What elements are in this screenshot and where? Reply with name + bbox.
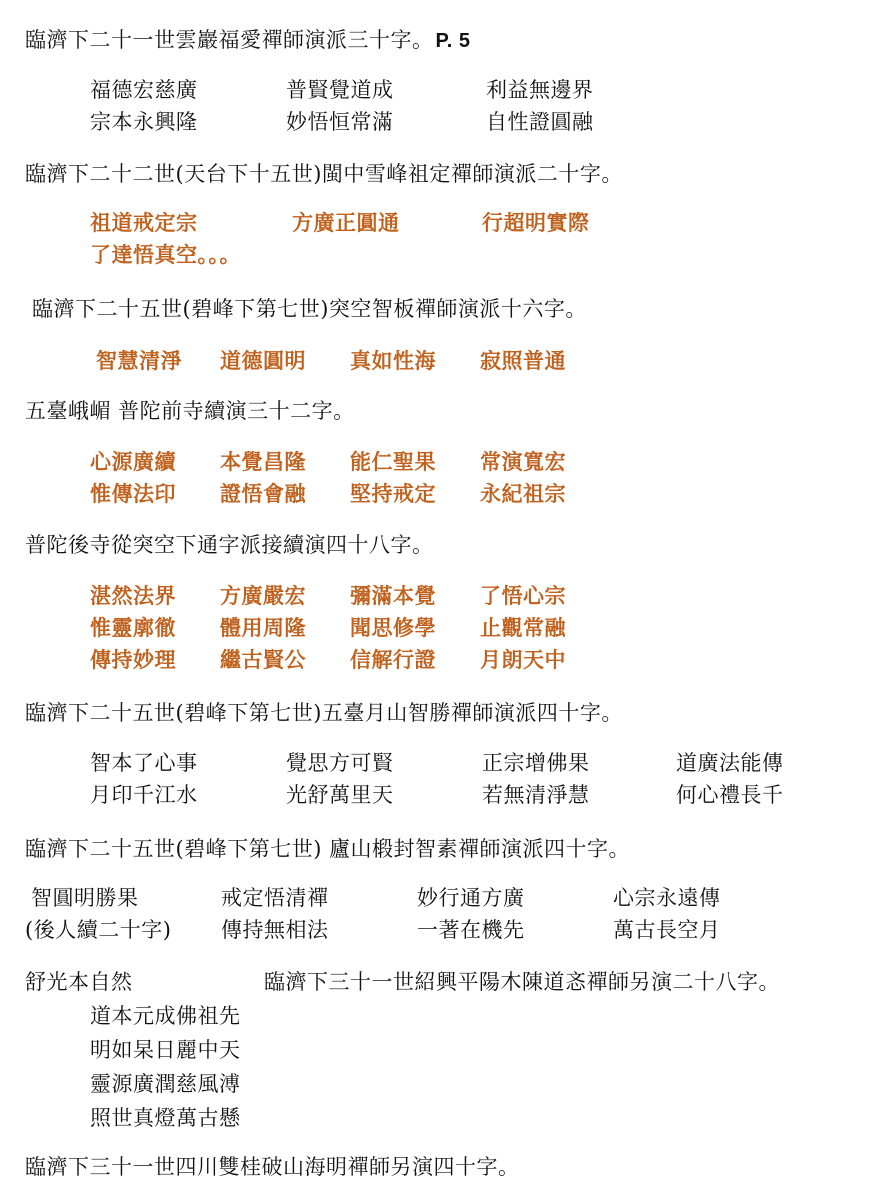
verse-phrase: 宗本永興隆 <box>90 110 198 134</box>
verse-phrase: 祖道戒定宗 <box>90 210 198 235</box>
verse-phrase: 正宗增佛果 <box>482 751 590 775</box>
verse-phrase: 戒定悟清禪 <box>221 886 329 910</box>
verse-phrase: 證悟會融 <box>220 481 306 506</box>
section-heading: 臨濟下三十一世四川雙桂破山海明禪師另演四十字。 <box>25 1155 520 1179</box>
verse-phrase: 惟傳法印 <box>90 481 176 506</box>
verse-line: 靈源廣潤慈風溥 <box>90 1072 241 1096</box>
verse-phrase: 體用周隆 <box>220 615 306 640</box>
verse-phrase: 常演寬宏 <box>480 449 566 474</box>
verse-phrase: 心宗永遠傳 <box>613 886 721 910</box>
section-heading: 臨濟下三十一世紹興平陽木陳道忞禪師另演二十八字。 <box>264 970 780 994</box>
section-heading: 普陀後寺從突空下通字派接續演四十八字。 <box>25 533 434 557</box>
section-heading: 臨濟下二十五世(碧峰下第七世)突空智板禪師演派十六字。 <box>32 297 587 321</box>
verse-phrase: 妙悟恒常滿 <box>286 110 394 134</box>
verse-phrase: 若無清淨慧 <box>482 783 590 807</box>
verse-line: 道本元成佛祖先 <box>90 1004 241 1028</box>
verse-phrase: 妙行通方廣 <box>417 886 525 910</box>
page-reference: P. 5 <box>435 30 471 52</box>
verse-phrase: 本覺昌隆 <box>220 449 306 474</box>
section-heading: 臨濟下二十五世(碧峰下第七世) 廬山椴封智素禪師演派四十字。 <box>25 837 631 861</box>
verse-phrase: 月印千江水 <box>90 783 198 807</box>
verse-lines <box>90 999 241 1135</box>
section-heading: 臨濟下二十五世(碧峰下第七世)五臺月山智勝禪師演派四十字。 <box>25 701 623 725</box>
section-heading <box>25 27 471 54</box>
verse-phrase: 智圓明勝果 <box>31 886 139 910</box>
section-heading: 五臺峨嵋 普陀前寺續演三十二字。 <box>25 399 355 423</box>
verse-phrase: 道德圓明 <box>220 348 306 373</box>
verse-phrase: 惟靈廓徹 <box>90 615 176 640</box>
verse-phrase: 利益無邊界 <box>486 78 594 102</box>
verse-phrase: 真如性海 <box>350 348 436 373</box>
verse-phrase: 行超明實際 <box>482 210 590 235</box>
verse-phrase: 湛然法界 <box>90 583 176 608</box>
verse-phrase: 智本了心事 <box>90 751 198 775</box>
verse-phrase: 傳持妙理 <box>90 647 176 672</box>
verse-phrase: 了達悟真空。。。 <box>90 242 241 267</box>
verse-note: (後人續二十字) <box>25 918 172 942</box>
verse-phrase: 自性證圓融 <box>486 110 594 134</box>
verse-phrase: 彌滿本覺 <box>350 583 436 608</box>
verse-phrase: 堅持戒定 <box>350 481 436 506</box>
continuation-phrase: 舒光本自然 <box>25 970 133 994</box>
verse-phrase: 智慧清淨 <box>96 348 182 373</box>
section-heading-row <box>25 969 133 995</box>
verse-phrase: 寂照普通 <box>480 348 566 373</box>
verse-phrase: 聞思修學 <box>350 615 436 640</box>
verse-phrase: 了悟心宗 <box>480 583 566 608</box>
verse-phrase: 方廣嚴宏 <box>220 583 306 608</box>
verse-phrase: 月朗天中 <box>480 647 566 672</box>
verse-phrase: 繼古賢公 <box>220 647 306 672</box>
verse-phrase: 光舒萬里天 <box>286 783 394 807</box>
verse-phrase: 心源廣續 <box>90 449 176 474</box>
section-heading: 臨濟下二十二世(天台下十五世)閩中雪峰祖定禪師演派二十字。 <box>25 162 623 186</box>
verse-phrase: 道廣法能傳 <box>676 751 784 775</box>
verse-phrase: 能仁聖果 <box>350 449 436 474</box>
verse-phrase: 福德宏慈廣 <box>90 78 198 102</box>
verse-phrase: 一著在機先 <box>417 918 525 942</box>
verse-phrase: 覺思方可賢 <box>286 751 394 775</box>
verse-phrase: 萬古長空月 <box>613 918 721 942</box>
heading-text: 臨濟下二十一世雲巖福愛禪師演派三十字。 <box>25 28 434 52</box>
verse-phrase: 何心禮長千 <box>676 783 784 807</box>
verse-line: 照世真燈萬古懸 <box>90 1106 241 1130</box>
verse-line: 明如杲日麗中天 <box>90 1038 241 1062</box>
verse-phrase: 信解行證 <box>350 647 436 672</box>
verse-phrase: 止觀常融 <box>480 615 566 640</box>
verse-phrase: 永紀祖宗 <box>480 481 566 506</box>
verse-phrase: 方廣正圓通 <box>292 210 400 235</box>
verse-phrase: 傳持無相法 <box>221 918 329 942</box>
verse-phrase: 普賢覺道成 <box>286 78 394 102</box>
